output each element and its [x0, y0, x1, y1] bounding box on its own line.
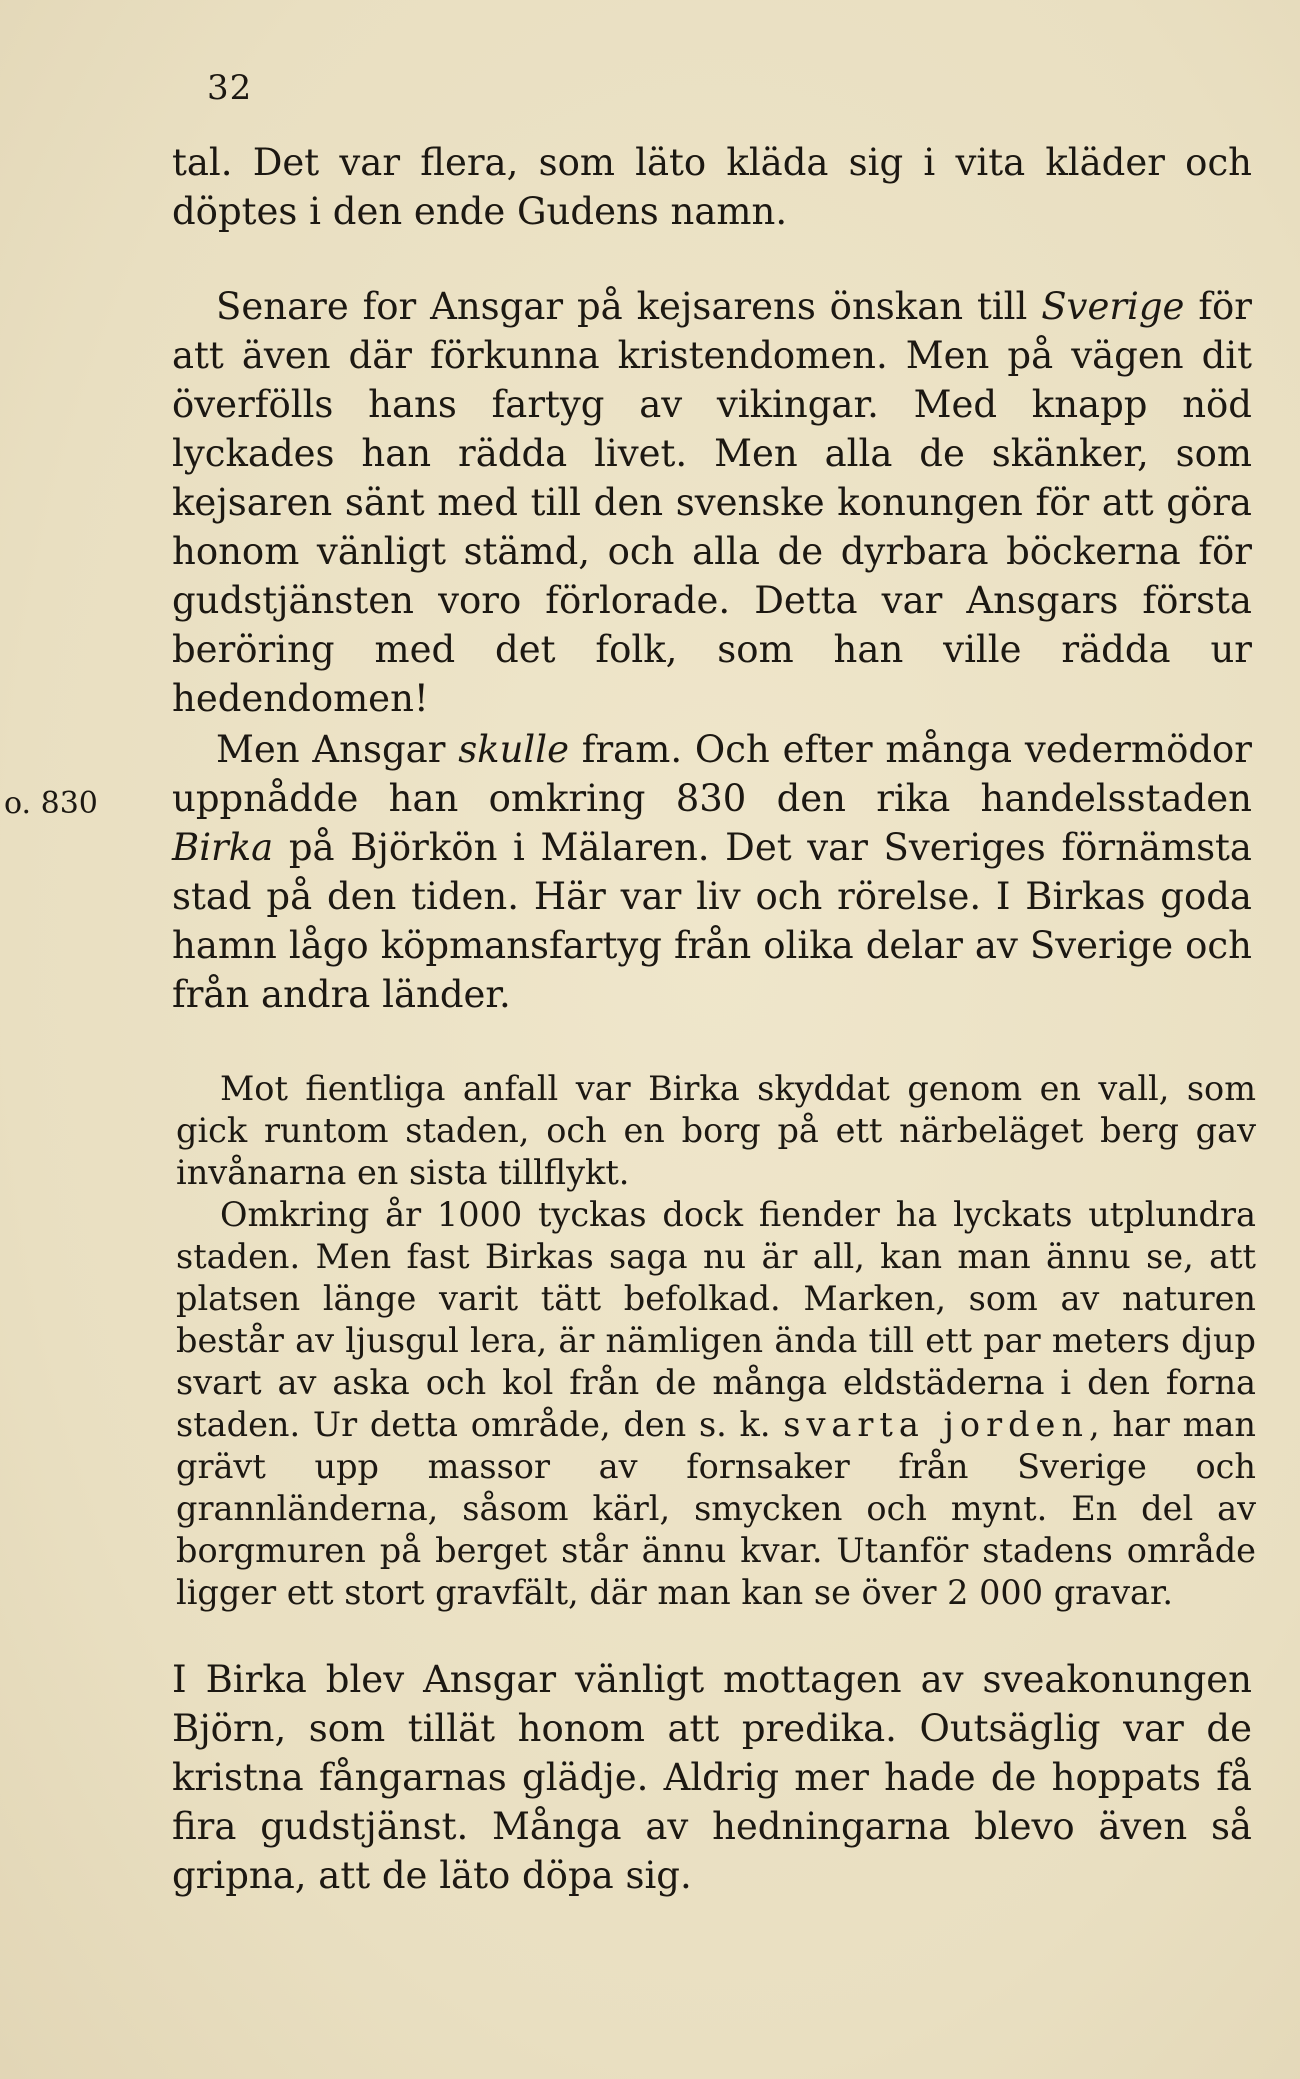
- paragraph-5-text-a: Omkring år 1000 tyckas dock fiender ha lyckats utplundra staden. Men fast Birkas saga nu är all, kan man ännu se, att platsen länge varit tätt befolkad. Marken, som av naturen består av ljusgul lera, är nämligen ända till ett par meters djup svart av aska och kol från de många eldstäderna i den forna staden. Ur detta område, den s. k.: [176, 1195, 1256, 1444]
- paragraph-3-text-b: fram. Och efter många vedermödor uppnådde han omkring 830 den rika handelsstaden: [172, 728, 1252, 820]
- emphasis-skulle: skulle: [458, 728, 569, 771]
- emphasis-svarta-jorden: svarta jorden: [783, 1405, 1089, 1444]
- paragraph-5: [176, 1194, 1256, 1614]
- margin-date-note: o. 830: [4, 786, 98, 821]
- paragraph-3-text-a: Men Ansgar: [216, 728, 459, 771]
- emphasis-birka: Birka: [172, 826, 274, 869]
- paragraph-2: [172, 282, 1252, 723]
- paragraph-5-text-b: , har man grävt upp massor av fornsaker från Sverige och grannländerna, såsom kärl, smycken och mynt. En del av borgmuren på berget står ännu kvar. Utanför stadens område ligger ett stort gravfält, där man kan se över 2 000 gravar.: [176, 1405, 1256, 1612]
- paragraph-6: I Birka blev Ansgar vänligt mottagen av sveakonungen Björn, som tillät honom att predika. Outsäglig var de kristna fångarnas glädje. Aldrig mer hade de hoppats få fira gudstjänst. Många av hedningarna blevo även så gripna, att de läto döpa sig.: [172, 1658, 1252, 1897]
- paragraph-4: Mot fientliga anfall var Birka skyddat genom en vall, som gick runtom staden, och en borg på ett närbeläget berg gav invånarna en sista tillflykt.: [176, 1069, 1256, 1192]
- paragraph-1: tal. Det var flera, som läto kläda sig i vita kläder och döptes i den ende Gudens namn.: [172, 141, 1252, 233]
- paragraph-3-text-c: på Björkön i Mälaren. Det var Sveriges förnämsta stad på den tiden. Här var liv och rörelse. I Birkas goda hamn lågo köpmansfartyg från olika delar av Sverige och från andra länder.: [172, 826, 1252, 1016]
- emphasis-sverige: Sverige: [1041, 285, 1185, 328]
- paragraph-3: [172, 725, 1252, 1019]
- paragraph-2-text-b: för att även där förkunna kristendomen. Men på vägen dit överfölls hans fartyg av vikingar. Med knapp nöd lyckades han rädda livet. Men alla de skänker, som kejsaren sänt med till den svenske konungen för att göra honom vänligt stämd, och alla de dyrbara böckerna för gudstjänsten voro förlorade. Detta var Ansgars första beröring med det folk, som han ville rädda ur hedendomen!: [172, 285, 1252, 720]
- page-number: 32: [207, 68, 253, 108]
- paragraph-2-text-a: Senare for Ansgar på kejsarens önskan till: [216, 285, 1042, 328]
